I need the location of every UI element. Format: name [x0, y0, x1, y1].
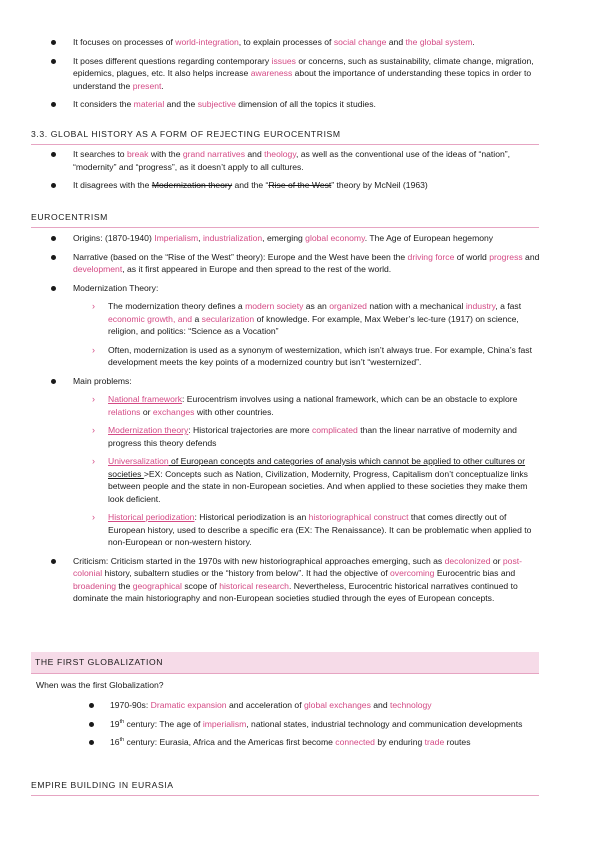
text: 19: [110, 718, 120, 729]
list-item: [0, 699, 540, 712]
highlight: issues: [271, 55, 296, 66]
highlight: complicated: [311, 425, 358, 435]
highlight: world-integration: [175, 37, 239, 47]
list-item: [0, 232, 540, 245]
globalization-question: When was the first Globalization?: [36, 680, 164, 690]
text: and: [522, 251, 540, 262]
list-item: [0, 736, 540, 749]
text: , as well as the conventional use of the ideas of “nation”, “modernity” and “progress”, as it doesn’t apply to all cultures.: [73, 149, 511, 172]
list-item: [0, 718, 540, 731]
text: of knowledge. For example, Max Weber’s lec-ture (1917) on science, religion, and politics: “Science as a Vocation”: [108, 313, 519, 336]
highlight: break: [126, 149, 149, 159]
strikethrough-text: Modernization theory: [151, 180, 233, 190]
highlight: historiographical construct: [308, 512, 409, 522]
text: nation with a mechanical: [366, 301, 466, 311]
underlined-highlight: Universalization: [108, 456, 169, 466]
text: >EX: Concepts such as Nation, Civilization, Modernity, Progress, Capitalism don’t conceptualize links between people and the state in non-European societies. And when applied to these societies they make them look deficient.: [108, 468, 528, 504]
text: 16: [110, 737, 120, 747]
text: , emerging: [262, 233, 306, 243]
text: It considers the: [73, 99, 134, 109]
text: about the importance of understanding these topics in order to understand the: [73, 68, 532, 91]
text: century: Eurasia, Africa and the Americas first become: [124, 737, 336, 747]
highlight: relations: [108, 406, 141, 417]
text: : Historical periodization is an: [194, 512, 309, 522]
highlight: theology: [264, 149, 296, 159]
text: or concerns, such as sustainability, climate change, migration, epidemics, plagues, etc. It also helps increase: [73, 55, 534, 78]
text: , national states, industrial technology and communication developments: [246, 718, 523, 729]
text: the: [116, 580, 133, 591]
text: . Nevertheless, Eurocentric historical narratives continued to dominate the main historiography and non-European societies studied through the eyes of European concepts.: [73, 580, 518, 603]
superscript: th: [119, 718, 125, 725]
highlight: exchanges: [152, 406, 195, 417]
text: : Eurocentrism involves using a national framework, which can be an obstacle to explore: [182, 394, 518, 404]
sub-list-item: [0, 511, 540, 549]
highlight: subjective: [197, 99, 236, 109]
text: . The Age of European hegemony: [364, 233, 494, 243]
highlight: Imperialism: [154, 233, 199, 243]
sub-list-item: [0, 424, 540, 449]
superscript: th: [119, 737, 125, 744]
text: and: [245, 149, 265, 159]
highlight: progress: [489, 251, 523, 262]
text: Modernization Theory:: [73, 282, 159, 293]
text: and the: [164, 99, 198, 109]
underlined-text: of European concepts and categories of analysis which cannot be applied to other cultures or societies: [108, 456, 526, 479]
text: Origins: (1870-1940): [73, 233, 155, 243]
list-item: [0, 148, 540, 173]
list-item: [0, 375, 540, 388]
highlight: Dramatic expansion: [150, 700, 227, 710]
text: scope of: [181, 580, 220, 591]
text: , a fast: [495, 301, 522, 311]
text: that comes directly out of European history, used to describe a specific era (EX: The Renaissance). It can be problematic when applied to non-European or non-western history.: [108, 512, 532, 547]
text: dimension of all the topics it studies.: [235, 99, 376, 109]
text: , to explain processes of: [238, 37, 334, 47]
text: as an: [303, 301, 330, 311]
text: and: [386, 37, 406, 47]
highlight: present: [132, 80, 162, 91]
list-item: [0, 555, 540, 605]
text: The modernization theory defines a: [108, 301, 246, 311]
highlight: awareness: [250, 68, 293, 78]
text: It searches to: [73, 149, 127, 159]
text: .: [161, 80, 164, 91]
text: history, subaltern studies or the “history from below”. It had the objective of: [102, 568, 391, 578]
highlight: the global system: [405, 37, 473, 47]
text: and: [370, 700, 391, 710]
highlight: imperialism: [202, 718, 247, 729]
text: or: [140, 406, 153, 417]
list-item: [0, 179, 540, 192]
highlight: global economy: [305, 233, 365, 243]
highlight: overcoming: [390, 568, 435, 578]
highlight: technology: [390, 700, 432, 710]
highlight: secularization: [201, 313, 255, 324]
text: Main problems:: [73, 375, 132, 386]
highlight: global exchanges: [303, 700, 371, 710]
list-item: [0, 251, 540, 276]
highlight: connected: [335, 737, 375, 747]
text: with other countries.: [194, 406, 274, 417]
section-heading-global-history: 3.3. GLOBAL HISTORY AS A FORM OF REJECTING EUROCENTRISM: [31, 128, 539, 145]
highlight: material: [133, 99, 165, 109]
section-heading-eurocentrism: EUROCENTRISM: [31, 211, 539, 228]
highlight: industrialization: [202, 233, 263, 243]
text: Criticism: Criticism started in the 1970s with new historiographical approaches emerging, such as: [73, 555, 445, 566]
sub-list-item: [0, 300, 540, 338]
text: .: [472, 37, 475, 47]
text: Often, modernization is used as a synonym of westernization, which isn’t always true. For example, China’s fast development meets the key points of a modernized country but isn’t “westernized”.: [108, 344, 532, 367]
section-heading-first-globalization: THE FIRST GLOBALIZATION: [31, 652, 539, 674]
highlight: geographical: [132, 580, 182, 591]
highlight: grand narratives: [182, 149, 245, 159]
highlight: historical research: [219, 580, 289, 591]
text: century: The age of: [124, 718, 203, 729]
text: It poses different questions regarding contemporary: [73, 55, 272, 66]
highlight: decolonized: [444, 555, 491, 566]
underlined-highlight: Historical periodization: [108, 512, 195, 522]
underlined-highlight: Modernization theory: [108, 425, 189, 435]
text: Narrative (based on the “Rise of the West” theory): Europe and the West have been the: [73, 251, 408, 262]
text: than the linear narrative of modernity and progress this theory defends: [108, 425, 517, 448]
text: ” theory by McNeil (1963): [331, 180, 428, 190]
highlight: industry: [465, 301, 496, 311]
text: by enduring: [374, 737, 425, 747]
text: It disagrees with the: [73, 180, 152, 190]
list-item: [0, 36, 540, 49]
highlight: development: [73, 264, 123, 274]
highlight: driving force: [407, 251, 455, 262]
highlight: trade: [424, 737, 445, 747]
section-33-list: [0, 148, 600, 192]
list-item: [0, 55, 540, 93]
highlight: organized: [329, 301, 367, 311]
text: , as it first appeared in Europe and then spread to the rest of the world.: [122, 264, 392, 274]
highlight: modern society: [245, 301, 304, 311]
section-heading-empire-building: EMPIRE BUILDING IN EURASIA: [31, 779, 539, 796]
text: and acceleration of: [226, 700, 304, 710]
highlight: social change: [333, 37, 387, 47]
text: of world: [454, 251, 490, 262]
text: a: [192, 313, 202, 324]
sub-list-item: [0, 344, 540, 369]
highlight: economic growth, and: [108, 313, 193, 324]
text: routes: [444, 737, 471, 747]
text: : Historical trajectories are more: [188, 425, 312, 435]
highlight: post-colonial: [73, 555, 523, 578]
list-item: [0, 282, 540, 295]
sub-list-item: [0, 393, 540, 418]
underlined-highlight: National framework: [108, 394, 183, 404]
globalization-list: [0, 699, 600, 749]
eurocentrism-list: [0, 232, 600, 605]
sub-list-item: [0, 455, 540, 505]
text: or: [490, 555, 503, 566]
text: It focuses on processes of: [73, 37, 176, 47]
text: ,: [198, 233, 203, 243]
strikethrough-text: Rise of the West: [268, 180, 332, 190]
text: with the: [148, 149, 183, 159]
text: 1970-90s:: [110, 700, 151, 710]
text: Eurocentric bias and: [434, 568, 516, 578]
intro-list: [0, 36, 600, 111]
text: and the “: [232, 180, 269, 190]
highlight: broadening: [73, 580, 117, 591]
list-item: [0, 98, 540, 111]
